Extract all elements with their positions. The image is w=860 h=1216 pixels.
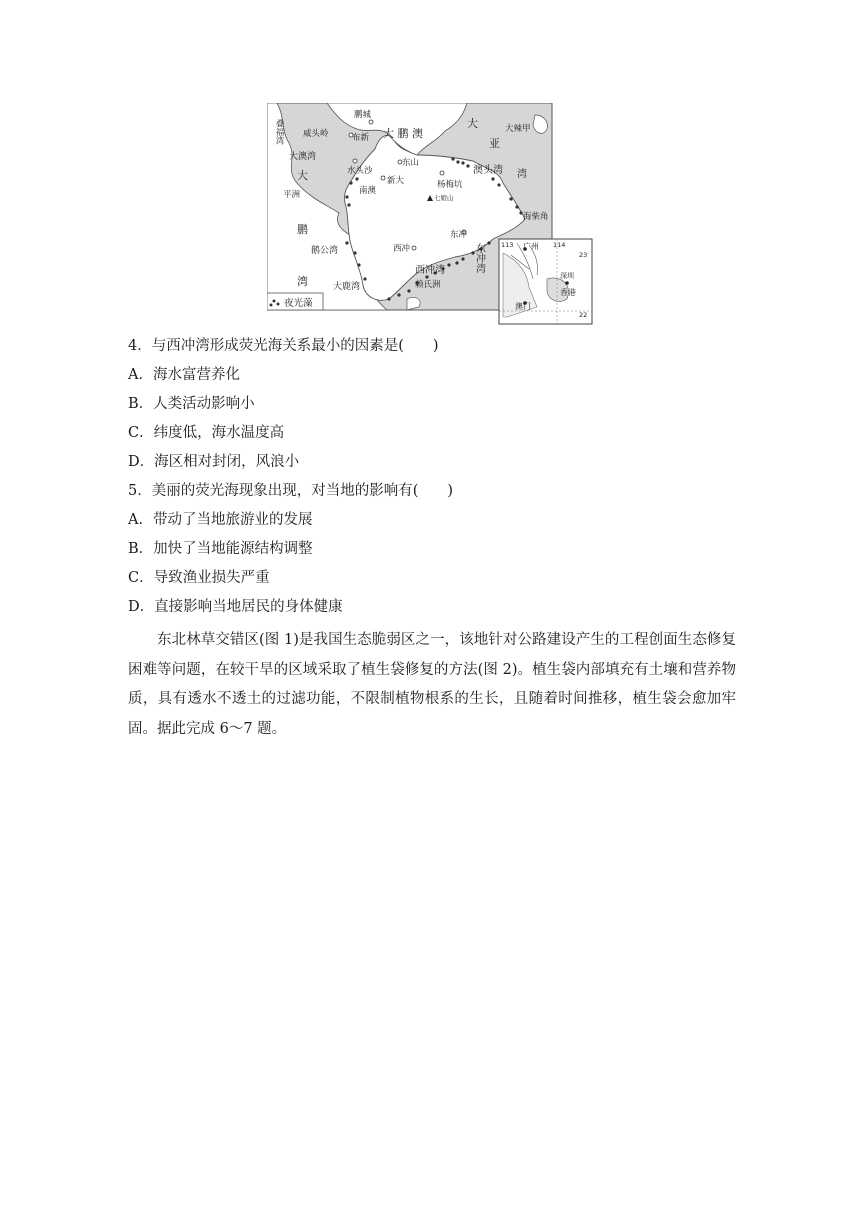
question-4-option-d: D．海区相对封闭，风浪小 — [128, 454, 300, 470]
label-dong-chong-wan: 东冲湾 — [473, 243, 485, 273]
label-ao-wan: 澳头湾 — [473, 165, 503, 176]
label-pengcheng: 鹏城 — [354, 110, 372, 120]
question-4-option-b: B．人类活动影响小 — [128, 396, 255, 412]
label-nan-ao: 南澳 — [359, 186, 377, 196]
question-4-option-c: C．纬度低，海水温度高 — [128, 425, 285, 441]
label-wan-right: 湾 — [517, 169, 527, 180]
inset-guangzhou: 广州 — [523, 242, 539, 251]
inset-xianggang: 香港 — [560, 288, 576, 297]
question-5-stem: 5．美丽的荧光海现象出现，对当地的影响有( ) — [128, 483, 454, 499]
label-pingzhou: 平洲 — [283, 190, 301, 200]
inset-map — [499, 239, 592, 324]
question-4-option-a: A．海水富营养化 — [128, 367, 240, 383]
label-qiniangshan: 七娘山 — [434, 194, 454, 202]
question-5-option-c: C．导致渔业损失严重 — [128, 570, 270, 586]
question-5-option-d: D．直接影响当地居民的身体健康 — [128, 599, 343, 615]
label-diefu-wan: 叠福湾 — [274, 119, 284, 145]
label-ya: 亚 — [489, 137, 500, 150]
label-bubu: 布新 — [352, 133, 370, 143]
inset-shenzhen: 深圳 — [560, 272, 574, 280]
question-5-option-a: A．带动了当地旅游业的发展 — [128, 512, 313, 528]
label-da-ao-wan: 大澳湾 — [289, 152, 317, 162]
label-shuitousha: 水头沙 — [347, 166, 373, 176]
label-xichong: 西冲 — [393, 244, 411, 254]
label-da-left: 大 — [297, 169, 308, 182]
inset-tick-114: 114 — [553, 241, 566, 249]
inset-tick-23: 23 — [579, 251, 588, 259]
label-yangmeikeng: 杨梅坑 — [437, 180, 463, 190]
intro-paragraph: 东北林草交错区(图 1)是我国生态脆弱区之一，该地针对公路建设产生的工程创面生态修复困难等问题，在较干旱的区域采取了植生袋修复的方法(图 2)。植生袋内部填充有土壤和营养物质，具有透水不透土的过滤功能，不限制植物根系的生长，且随着时间推移，植生袋会愈加牢固。据此完成 6～7 题。 — [128, 632, 736, 737]
label-yushi-zhou: 赖氏洲 — [415, 280, 441, 290]
label-dongshan: 东山 — [402, 158, 420, 168]
peninsula-map — [267, 103, 594, 325]
label-dalu-wan: 大鹿湾 — [333, 282, 361, 292]
inset-tick-113: 113 — [501, 241, 514, 249]
label-dalajia: 大辣甲 — [505, 124, 531, 134]
label-weitouling: 威头岭 — [303, 129, 329, 139]
label-wan-left: 湾 — [297, 275, 308, 288]
label-xinda: 新大 — [387, 176, 405, 186]
label-dongchong: 东冲 — [450, 230, 468, 240]
question-5-option-b: B．加快了当地能源结构调整 — [128, 541, 313, 557]
label-da-top: 大 — [467, 117, 478, 130]
inset-tick-22: 22 — [579, 311, 588, 319]
question-4-stem: 4．与西冲湾形成荧光海关系最小的因素是( ) — [128, 338, 439, 354]
label-dapeng-ao: 大 鹏 澳 — [383, 127, 423, 140]
label-haijiao: 海柴角 — [523, 212, 549, 222]
label-xichong-wan: 西冲湾 — [415, 265, 445, 276]
inset-aomen: 澳门 — [515, 302, 531, 311]
label-peng: 鹏 — [297, 223, 308, 236]
label-egong-wan: 鹅公湾 — [311, 246, 339, 256]
legend-label: 夜光藻 — [284, 298, 313, 309]
